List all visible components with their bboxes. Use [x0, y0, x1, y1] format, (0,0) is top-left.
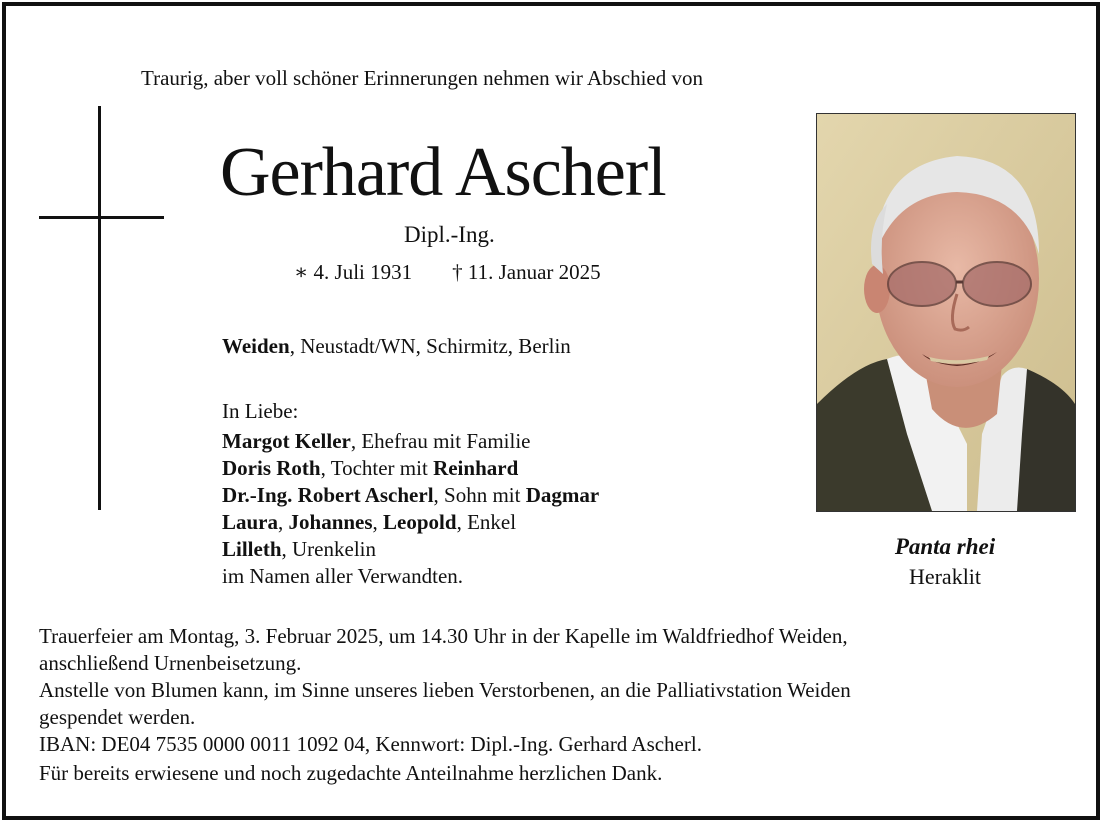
in-love-label: In Liebe: — [222, 399, 299, 423]
life-dates — [294, 260, 601, 285]
family-name: Margot Keller — [222, 429, 351, 453]
family-text: , Sohn mit — [433, 483, 526, 507]
info-line: Anstelle von Blumen kann, im Sinne unseres lieben Verstorbenen, an die Palliativstation Weiden — [39, 678, 851, 702]
family-line — [222, 563, 599, 590]
places-line — [222, 334, 571, 359]
info-line: IBAN: DE04 7535 0000 0011 1092 04, Kennwort: Dipl.-Ing. Gerhard Ascherl. — [39, 732, 702, 756]
info-line: anschließend Urnenbeisetzung. — [39, 651, 302, 675]
family-name: Laura — [222, 510, 279, 534]
family-line — [222, 482, 599, 509]
places-rest: , Neustadt/WN, Schirmitz, Berlin — [289, 334, 571, 358]
family-name: Dr.-Ing. Robert Ascherl — [222, 483, 434, 507]
cross-horizontal-bar — [39, 216, 164, 219]
death-date: † 11. Januar 2025 — [452, 260, 601, 284]
family-name: Doris Roth — [222, 456, 321, 480]
family-name: Lilleth — [222, 537, 282, 561]
family-name: Dagmar — [525, 483, 600, 507]
family-text: , Enkel — [456, 510, 517, 534]
family-text: , Tochter mit — [320, 456, 434, 480]
info-line: gespendet werden. — [39, 705, 196, 729]
portrait-photo — [816, 113, 1076, 512]
places-bold: Weiden — [222, 334, 290, 358]
family-text: , — [278, 510, 289, 534]
family-text: , Ehefrau mit Familie — [350, 429, 531, 453]
family-name: Reinhard — [433, 456, 519, 480]
portrait-illustration — [817, 114, 1075, 511]
family-text: , — [372, 510, 384, 534]
info-line: Trauerfeier am Montag, 3. Februar 2025, um 14.30 Uhr in der Kapelle im Waldfriedhof Weiden, — [39, 624, 848, 648]
obituary-frame — [2, 2, 1100, 820]
deceased-name: Gerhard Ascherl — [220, 134, 666, 211]
academic-title: Dipl.-Ing. — [404, 222, 495, 247]
quote-author: Heraklit — [908, 564, 982, 589]
birth-date: ∗ 4. Juli 1931 — [294, 260, 413, 284]
cross-vertical-bar — [98, 106, 101, 510]
family-line — [222, 455, 599, 482]
family-name: Leopold — [383, 510, 457, 534]
family-name: Johannes — [288, 510, 373, 534]
intro-line: Traurig, aber voll schöner Erinnerungen nehmen wir Abschied von — [141, 66, 704, 90]
family-line — [222, 428, 599, 455]
ceremony-info — [39, 623, 851, 787]
thanks-line: Für bereits erwiesene und noch zugedachte Anteilnahme herzlichen Dank. — [39, 761, 663, 785]
family-text: , Urenkelin — [281, 537, 376, 561]
family-text: im Namen aller Verwandten. — [222, 564, 464, 588]
family-list — [222, 428, 599, 590]
quote-text: Panta rhei — [894, 534, 996, 559]
family-line — [222, 509, 599, 536]
family-line — [222, 536, 599, 563]
